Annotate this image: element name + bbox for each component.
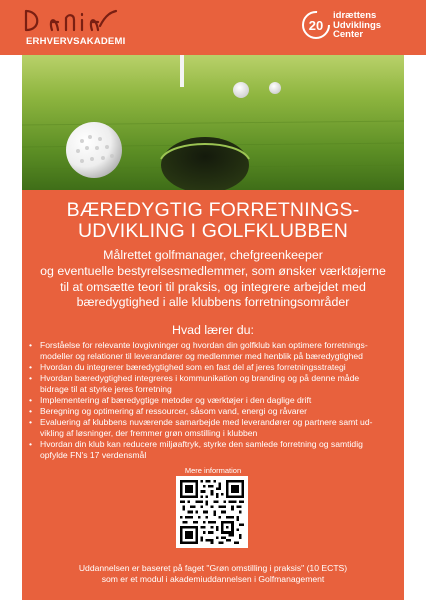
page-title bbox=[22, 200, 404, 242]
list-item bbox=[26, 340, 396, 362]
ldc-line2: Udviklings bbox=[333, 19, 382, 31]
content-panel bbox=[22, 190, 404, 600]
list-item bbox=[26, 406, 396, 417]
ldc-line1: idrættens bbox=[333, 10, 377, 21]
lead-line: Målrettet golfmanager, chefgreenkeeper bbox=[103, 248, 323, 262]
list-item bbox=[26, 373, 396, 395]
qr-code-icon bbox=[180, 480, 244, 544]
list-item-line: • Hvordan din klub kan reducere miljøaftryk, styrke den samlede forretning og samtidig bbox=[40, 439, 363, 449]
lead-line: til at omsætte teori til praksis, og integrere arbejdet med bbox=[60, 279, 366, 294]
idraettens-udviklingscenter-icon bbox=[301, 10, 331, 40]
list-item-line: • Forståelse for relevante lovgivninger og hvordan din golfklub kan optimere forretnings- bbox=[40, 340, 368, 350]
logo-subtitle: ERHVERVSAKADEMI bbox=[26, 36, 126, 47]
list-item-line: opfylde FN's 17 verdensmål bbox=[40, 450, 147, 460]
ldc-logo bbox=[301, 8, 411, 50]
list-item-line: • Implementering af bæredygtige metoder og værktøjer i den daglige drift bbox=[40, 395, 312, 405]
dania-wordmark-icon bbox=[22, 8, 118, 34]
ldc-line3: Center bbox=[333, 29, 364, 40]
list-item-line: vikling af løsninger, der fremmer grøn omstilling i klubben bbox=[40, 428, 258, 438]
footer-line-2: som er et modul i akademiuddannelsen i Golfmanagement bbox=[101, 574, 325, 584]
qr-code[interactable] bbox=[176, 476, 248, 548]
title-line-2: UDVIKLING I GOLFKLUBBEN bbox=[77, 220, 349, 242]
list-item-line: modeller og relationer til leverandører og medlemmer med henblik på bæredygtighed bbox=[40, 351, 363, 361]
list-item bbox=[26, 395, 396, 406]
footer-line-1: Uddannelsen er baseret på faget "Grøn omstilling i praksis" (10 ECTS) bbox=[78, 563, 348, 573]
ldc-number: 20 bbox=[308, 18, 324, 33]
golf-ball-photo bbox=[22, 55, 404, 190]
lead-line: bæredygtighed i alle klubbens forretningsområder bbox=[76, 295, 350, 310]
ldc-wordmark bbox=[333, 11, 381, 40]
lead-line: og eventuelle bestyrelsesmedlemmer, som ønsker værktøjerne bbox=[40, 263, 386, 278]
section-heading: Hvad lærer du: bbox=[172, 323, 254, 337]
header-bar bbox=[0, 0, 426, 55]
list-item-line: bidrage til at styrke jeres forretning bbox=[40, 384, 172, 394]
list-item bbox=[26, 439, 396, 461]
target-audience-text bbox=[28, 248, 398, 311]
list-item-line: • Hvordan du integrerer bæredygtighed som en fast del af jeres forretningsstrategi bbox=[40, 362, 346, 372]
list-item-line: • Hvordan bæredygtighed integreres i kommunikation og branding og på denne måde bbox=[40, 373, 360, 383]
more-info-label: Mere information bbox=[184, 466, 242, 475]
title-line-1: BÆREDYGTIG FORRETNINGS- bbox=[66, 199, 360, 221]
list-item-line: • Beregning og optimering af ressourcer, såsom vand, energi og råvarer bbox=[40, 406, 308, 416]
learning-outcomes-list bbox=[26, 340, 396, 461]
list-item bbox=[26, 417, 396, 439]
footer-note bbox=[22, 563, 404, 585]
list-item bbox=[26, 362, 396, 373]
list-item-line: • Evaluering af klubbens nuværende samarbejde med leverandører og partnere samt ud- bbox=[40, 417, 373, 427]
dania-logo bbox=[22, 8, 142, 50]
